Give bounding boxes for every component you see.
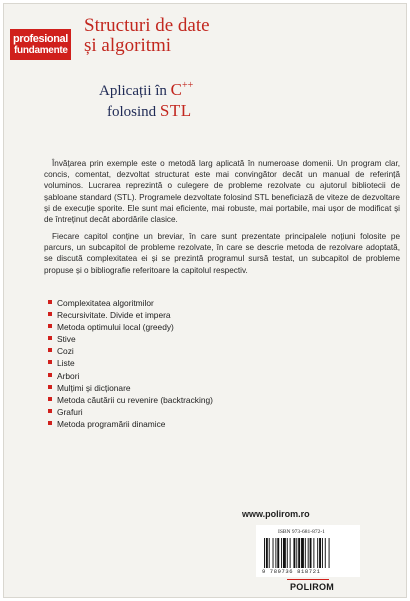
description-paragraph-1: Învățarea prin exemple este o metodă larg aplicată în numeroase domenii. Un program clar, concis, comentat, dezvoltat structurat este mai convingător decât un manual de referință voluminos. Lucrarea reprezintă o culegere de probleme rezolvate cu ajutorul bibliotecii de șabloane standard (STL). Programele dezvoltate folosind STL beneficiază de viteze de dezvoltare și de execuție sporite. Ele sunt mai eficiente, mai robuste, mai portabile, mai ușor de modificat și de întreținut decât abordările clasice. [44, 159, 400, 225]
bullet-icon [48, 397, 52, 401]
bullet-icon [48, 409, 52, 413]
bullet-icon [48, 336, 52, 340]
stl-label: STL [159, 101, 192, 120]
book-subtitle [99, 76, 193, 122]
list-item [48, 321, 213, 333]
topic-label: Metoda căutării cu revenire (backtracking) [57, 394, 213, 405]
subtitle-prefix2: folosind [107, 104, 160, 120]
bullet-icon [48, 373, 52, 377]
list-item [48, 394, 213, 406]
list-item [48, 406, 213, 418]
topic-label: Arbori [57, 370, 80, 381]
series-logo [10, 29, 71, 60]
cpp-letter: C [170, 80, 182, 99]
logo-line1: profesional [13, 33, 68, 45]
website-url[interactable]: www.polirom.ro [242, 509, 310, 519]
logo-line2: fundamente [14, 45, 68, 56]
list-item [48, 345, 213, 357]
book-title [84, 16, 210, 56]
list-item [48, 418, 213, 430]
cpp-plus: ++ [182, 80, 194, 91]
topic-label: Mulțimi și dicționare [57, 382, 131, 393]
barcode-icon [264, 538, 352, 568]
topic-label: Metoda programării dinamice [57, 418, 166, 429]
list-item [48, 333, 213, 345]
bullet-icon [48, 348, 52, 352]
barcode-block [256, 525, 360, 577]
topic-label: Metoda optimului local (greedy) [57, 322, 174, 333]
subtitle-line2 [107, 101, 193, 122]
topic-label: Cozi [57, 346, 74, 357]
topics-list [48, 297, 213, 430]
bullet-icon [48, 324, 52, 328]
topic-label: Stive [57, 334, 76, 345]
title-line1: Structuri de date [84, 15, 210, 36]
bullet-icon [48, 421, 52, 425]
list-item [48, 370, 213, 382]
list-item [48, 382, 213, 394]
divider [287, 579, 329, 580]
topic-label: Liste [57, 358, 75, 369]
topic-label: Complexitatea algoritmilor [57, 298, 154, 308]
subtitle-prefix1: Aplicații în [99, 83, 171, 99]
topic-label: Recursivitate. Divide et impera [57, 310, 171, 321]
bullet-icon [48, 385, 52, 389]
bullet-icon [48, 360, 52, 364]
subtitle-line1 [99, 76, 193, 101]
cpp-label [171, 80, 194, 99]
topic-label: Grafuri [57, 406, 83, 417]
back-cover [3, 3, 407, 598]
bullet-icon [48, 312, 52, 316]
list-item [48, 357, 213, 369]
list-item [48, 309, 213, 321]
barcode-number: 9 789736 818721 [262, 568, 321, 575]
publisher-name: POLIROM [290, 582, 335, 592]
isbn-label: ISBN 973-681-872-1 [278, 529, 325, 535]
list-item [48, 297, 213, 309]
description-paragraph-2: Fiecare capitol conține un breviar, în care sunt prezentate principalele noțiuni folosite pe parcurs, un subcapitol de probleme rezolvate, în care se descrie metoda de rezolvare adoptată, se discută complexitatea ei și se prezintă programul sursă testat, un subcapitol de probleme propuse și o bibliografie referitoare la capitolul respectiv. [44, 232, 400, 275]
bullet-icon [48, 300, 52, 304]
title-line2: și algoritmi [84, 35, 172, 56]
